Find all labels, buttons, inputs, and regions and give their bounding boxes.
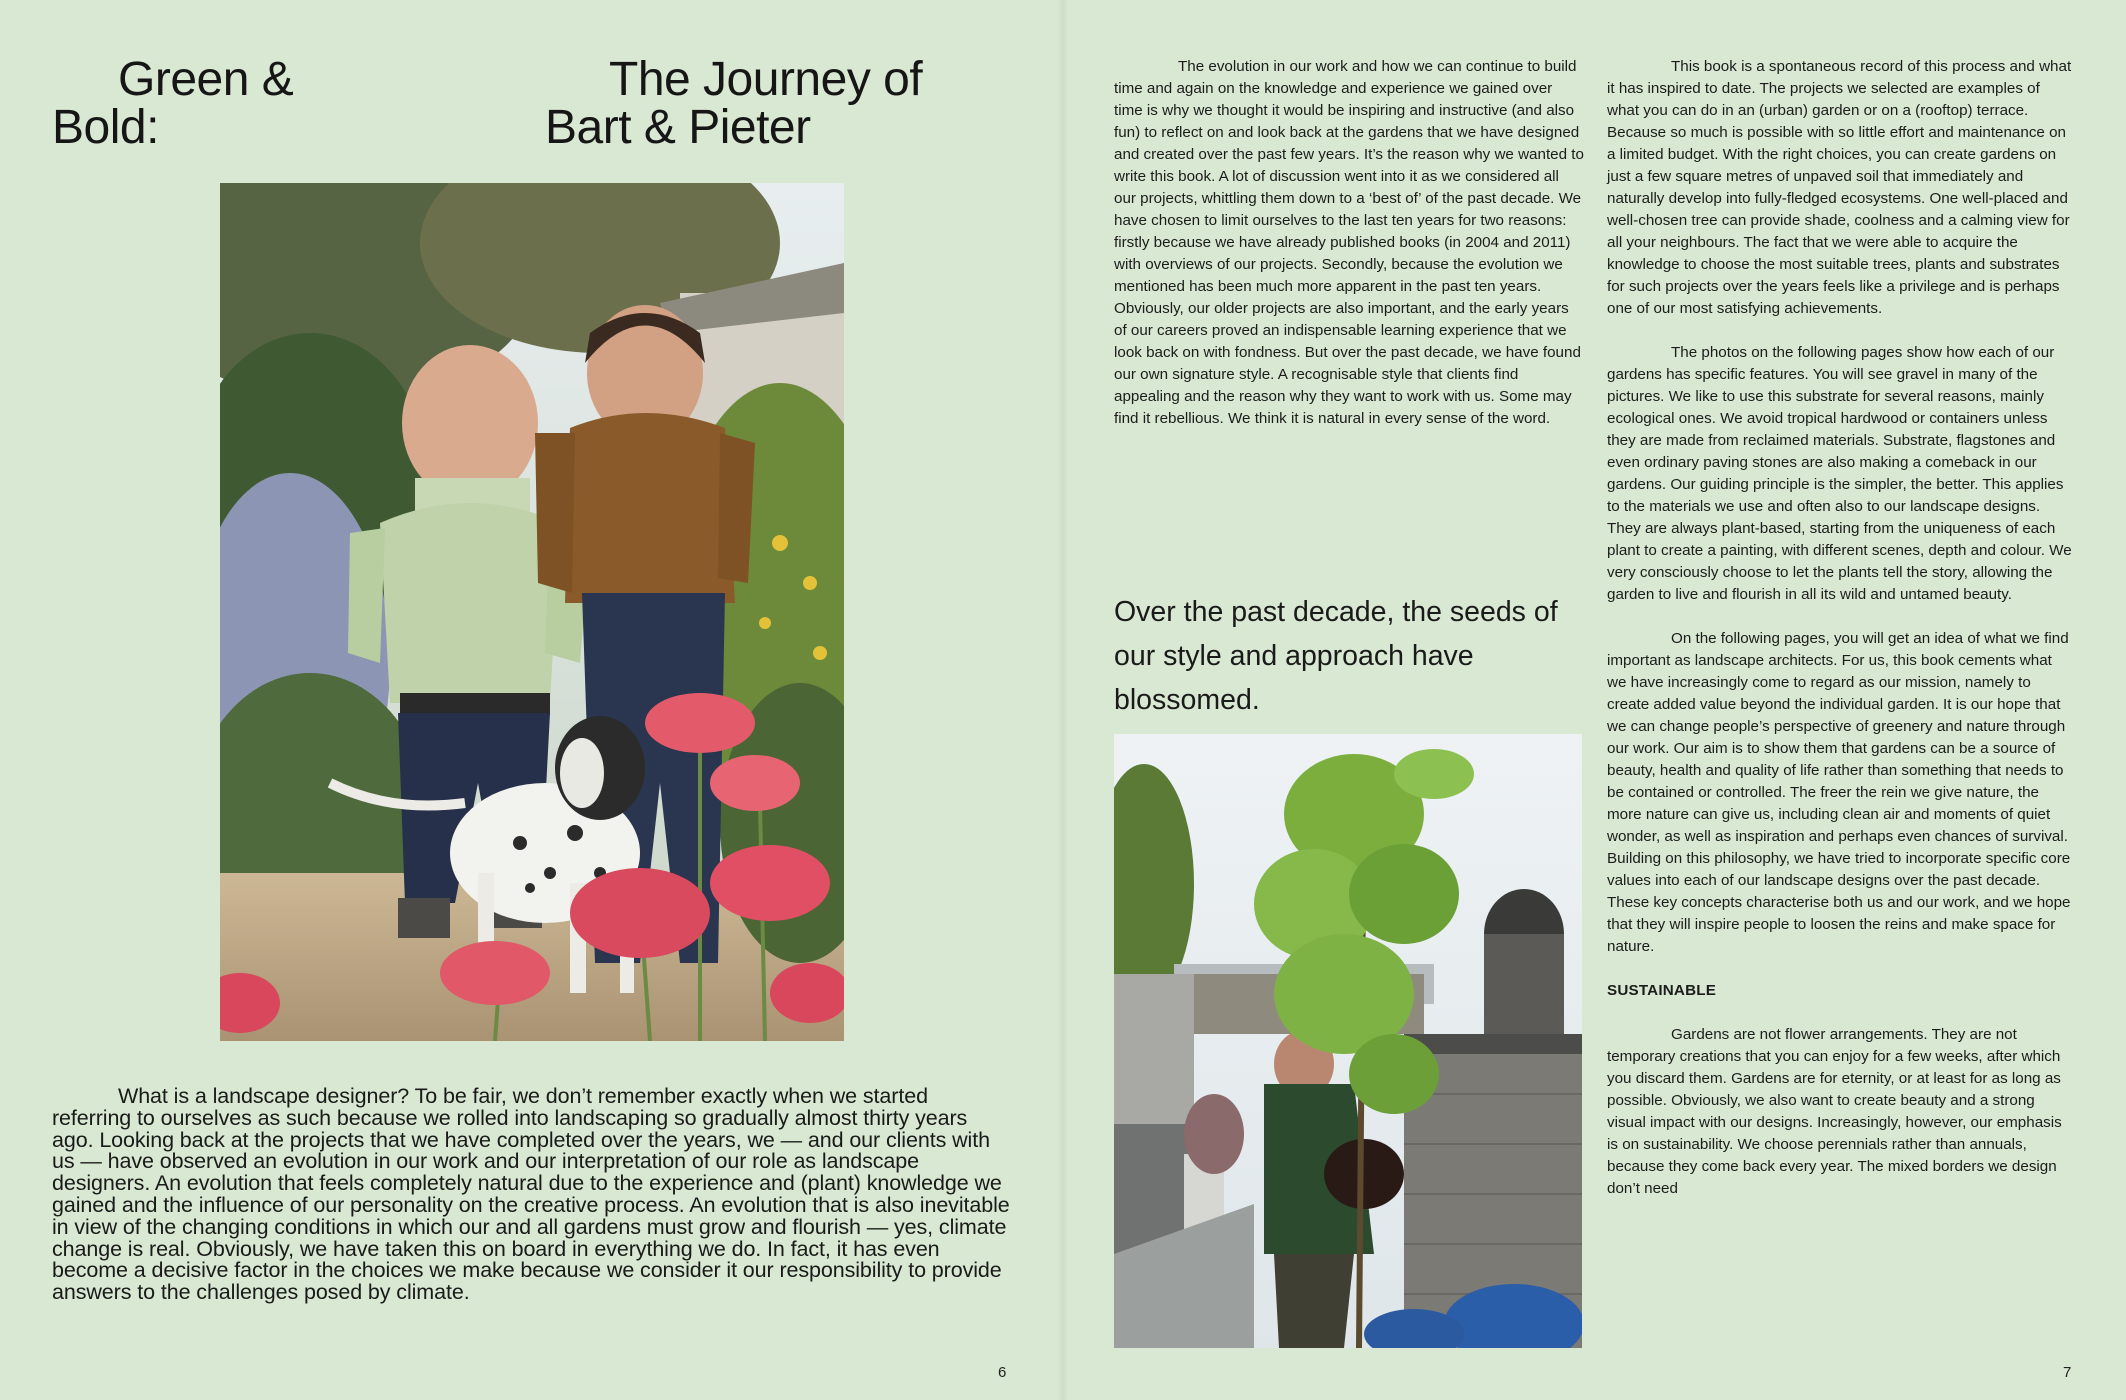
title-part-one (52, 53, 372, 154)
column-two-paragraph-3: On the following pages, you will get an idea of what we find important as landscape architects. For us, this book cements what we have increasingly come to regard as our mission, namely to create added value beyond the individual garden. It is our hope that we can change people’s perspective of greenery and nature through our work. Our aim is to show them that gardens can be a source of beauty, health and quality of life rather than something that needs to be contained or controlled. The freer the rein we give nature, the more nature can give us, including clean air and moments of quiet wonder, as well as inspiration and perhaps even chances of survival. Building on this philosophy, we have tried to incorporate specific core values into each of our landscape designs over the past decade. These key concepts characterise both us and our work, and we hope that they will inspire people to loosen the reins and make space for nature. (1607, 630, 2071, 955)
left-body-text: What is a landscape designer? To be fair, we don’t remember exactly when we started referring to ourselves as such because we rolled into landscaping so gradually almost thirty years ago. Looking back at the projects that we have completed over the years, we — and our clients with us — have observed an evolution in our work and our interpretation of our role as landscape designers. An evolution that feels completely natural due to the experience and (plant) knowledge we gained and the influence of our personality on the creative process. An evolution that is also inevitable in view of the changing conditions in which our and all gardens must grow and flourish — yes, climate change is real. Obviously, we have taken this on board in everything we do. In fact, it has even become a decisive factor in the choices we make because we consider it our responsibility to provide answers to the challenges posed by climate. (52, 1084, 1010, 1305)
column-one-paragraph: The evolution in our work and how we can continue to build time and again on the knowledge and experience we gained over time is why we thought it would be inspiring and instructive (and also fun) to reflect on and look back at the gardens that we have designed and created over the past few years. It’s the reason why we wanted to write this book. A lot of discussion went into it as we considered all our projects, whittling them down to a ‘best of’ of the past decade. We have chosen to limit ourselves to the last ten years for two reasons: firstly because we have already published books (in 2004 and 2011) with overviews of our projects. Secondly, because the evolution we mentioned has been much more apparent in the past ten years. Obviously, our older projects are also important, and the early years of our careers proved an indispensable learning experience that we look back on with fondness. But over the past decade, we have found our own signature style. A recognisable style that clients find appealing and the reason why they want to work with us. Some may find it rebellious. We think it is natural in every sense of the word. (1114, 58, 1584, 427)
sustainable-paragraph: Gardens are not flower arrangements. They are not temporary creations that you can enjoy for a few weeks, after which you discard them. Gardens are for eternity, or at least for as long as possible. Obviously, we also want to create beauty and a strong visual impact with our designs. Increasingly, however, our emphasis is on sustainability. We choose perennials rather than annuals, because they come back every year. The mixed borders we design don’t need (1607, 1026, 2062, 1197)
page-number-right: 7 (2063, 1364, 2072, 1381)
title-part-two (545, 53, 965, 154)
title-part-one-line-1: Green & (118, 53, 294, 106)
rooftop-photo (1114, 734, 1582, 1348)
right-column-one (1114, 56, 1584, 452)
section-heading-sustainable: SUSTAINABLE (1607, 982, 1717, 999)
title-part-two-line-2: Bart & Pieter (545, 101, 811, 154)
title-part-one-line-2: Bold: (52, 101, 159, 154)
right-column-two (1607, 56, 2073, 1222)
pull-quote: Over the past decade, the seeds of our style and approach have blossomed. (1114, 596, 1558, 716)
column-two-paragraph-1: This book is a spontaneous record of this process and what it has inspired to date. The projects we selected are examples of what you can do in an (urban) garden or on a (rooftop) terrace. Because so much is possible with so little effort and maintenance on a limited budget. With the right choices, you can create gardens on just a few square metres of unpaved soil that immediately and naturally develop into fully-fledged ecosystems. One well-placed and well-chosen tree can provide shade, coolness and a calming view for all your neighbours. The fact that we were able to acquire the knowledge to choose the most suitable trees, plants and substrates for such projects over the years feels like a privilege and is perhaps one of our most satisfying achievements. (1607, 58, 2072, 317)
title-part-two-line-1: The Journey of (609, 53, 923, 106)
page-number-left: 6 (998, 1364, 1007, 1381)
portrait-photo (220, 183, 844, 1041)
column-two-paragraph-2: The photos on the following pages show how each of our gardens has specific features. You will see gravel in many of the pictures. We like to use this substrate for several reasons, mainly ecological ones. We avoid tropical hardwood or containers unless they are made from reclaimed materials. Substrate, flagstones and even ordinary paving stones are also making a comeback in our gardens. Our guiding principle is the simpler, the better. This applies to the materials we use and often also to our landscape designs. They are always plant-based, starting from the uniqueness of each plant to create a painting, with different scenes, depth and colour. We very consciously choose to let the plants tell the story, allowing the garden to live and flourish in all its wild and untamed beauty. (1607, 344, 2072, 603)
